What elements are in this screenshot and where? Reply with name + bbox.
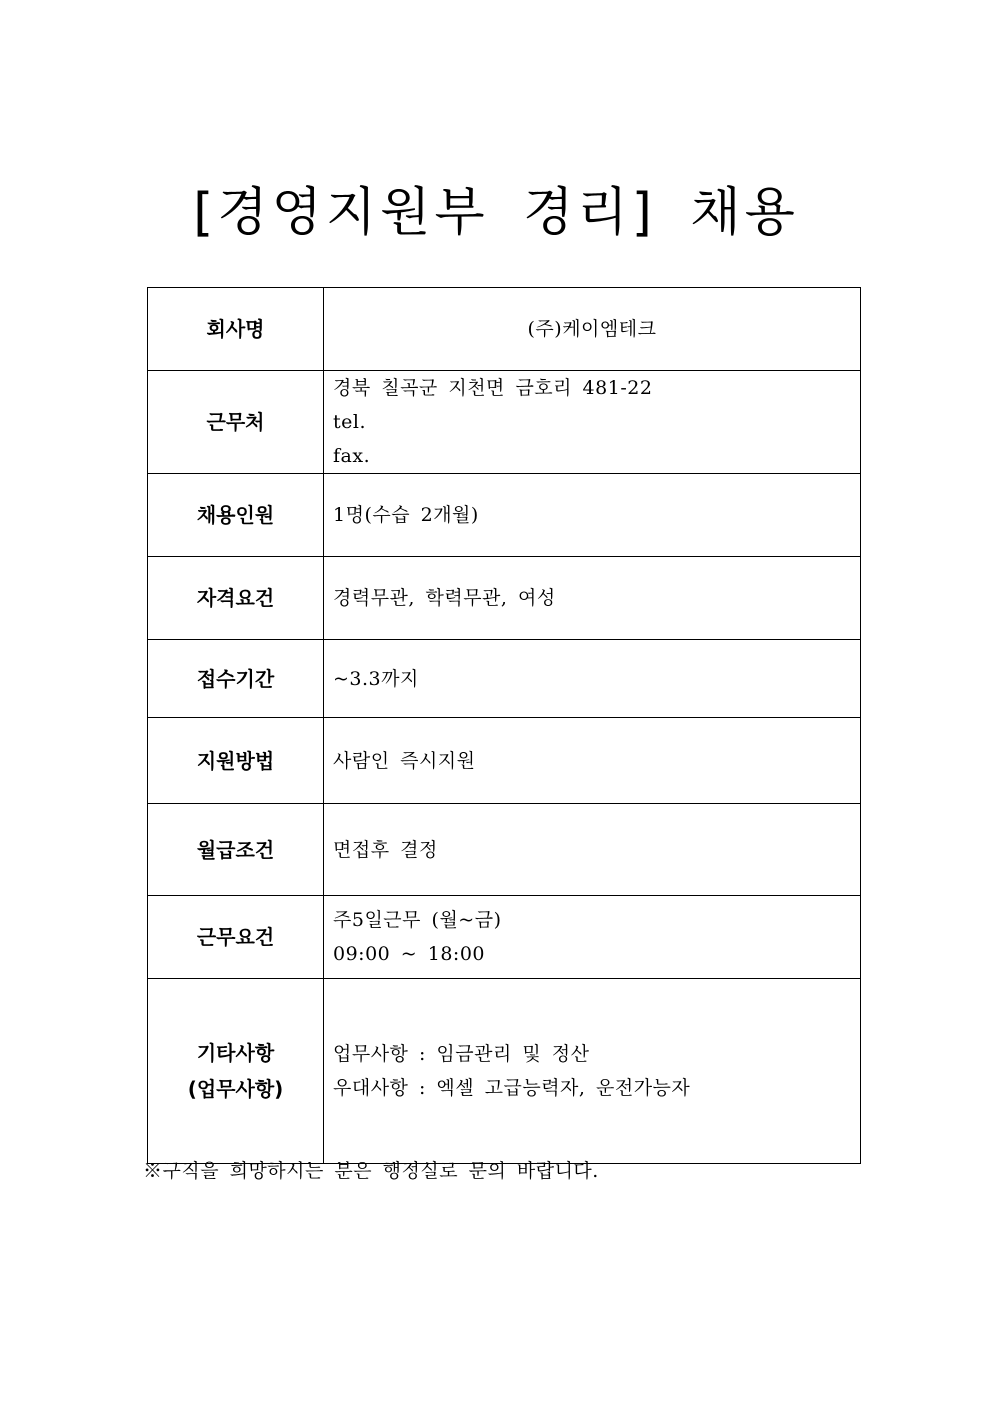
value-workplace xyxy=(324,371,861,474)
value-line: 면접후 결정 xyxy=(333,838,438,861)
table-row xyxy=(148,718,861,804)
value-line: 사람인 즉시지원 xyxy=(333,749,476,772)
label-application-method: 지원방법 xyxy=(148,718,324,804)
work-hours: 09:00 ~ 18:00 xyxy=(333,943,486,965)
value-application-period xyxy=(324,640,861,718)
label-application-period: 접수기간 xyxy=(148,640,324,718)
label-company-name: 회사명 xyxy=(148,288,324,371)
value-salary xyxy=(324,804,861,896)
value-headcount xyxy=(324,474,861,557)
footnote: ※구직을 희망하시는 분은 행정실로 문의 바랍니다. xyxy=(143,1160,599,1182)
value-work-conditions xyxy=(324,896,861,979)
preferred-line: 우대사항 : 엑셀 고급능력자, 운전가능자 xyxy=(333,1077,691,1099)
duties-line: 업무사항 : 임금관리 및 정산 xyxy=(333,1043,590,1065)
table-row xyxy=(148,804,861,896)
table-row xyxy=(148,640,861,718)
value-line: 1명(수습 2개월) xyxy=(333,504,479,526)
value-other-matters xyxy=(324,979,861,1164)
value-line: 경력무관, 학력무관, 여성 xyxy=(333,587,556,609)
label-workplace: 근무처 xyxy=(148,371,324,474)
value-line: ~3.3까지 xyxy=(333,667,419,690)
job-info-table xyxy=(147,287,861,1164)
table-row xyxy=(148,979,861,1164)
label-line: (업무사항) xyxy=(187,1077,284,1101)
value-company-name xyxy=(324,288,861,371)
label-salary: 월급조건 xyxy=(148,804,324,896)
label-headcount: 채용인원 xyxy=(148,474,324,557)
value-line: (주)케이엠테크 xyxy=(527,318,657,340)
value-application-method xyxy=(324,718,861,804)
value-qualifications xyxy=(324,557,861,640)
label-qualifications: 자격요건 xyxy=(148,557,324,640)
table-row xyxy=(148,474,861,557)
label-work-conditions: 근무요건 xyxy=(148,896,324,979)
work-days: 주5일근무 (월~금) xyxy=(333,909,502,931)
workplace-address: 경북 칠곡군 지천면 금호리 481-22 xyxy=(333,377,653,399)
table-row xyxy=(148,896,861,979)
page-title: [경영지원부 경리] 채용 xyxy=(193,182,799,243)
workplace-tel: tel. xyxy=(333,411,366,433)
table-row xyxy=(148,288,861,371)
label-other-matters xyxy=(148,979,324,1164)
workplace-fax: fax. xyxy=(333,445,371,467)
table-row xyxy=(148,371,861,474)
table-row xyxy=(148,557,861,640)
label-line: 기타사항 xyxy=(196,1041,275,1065)
